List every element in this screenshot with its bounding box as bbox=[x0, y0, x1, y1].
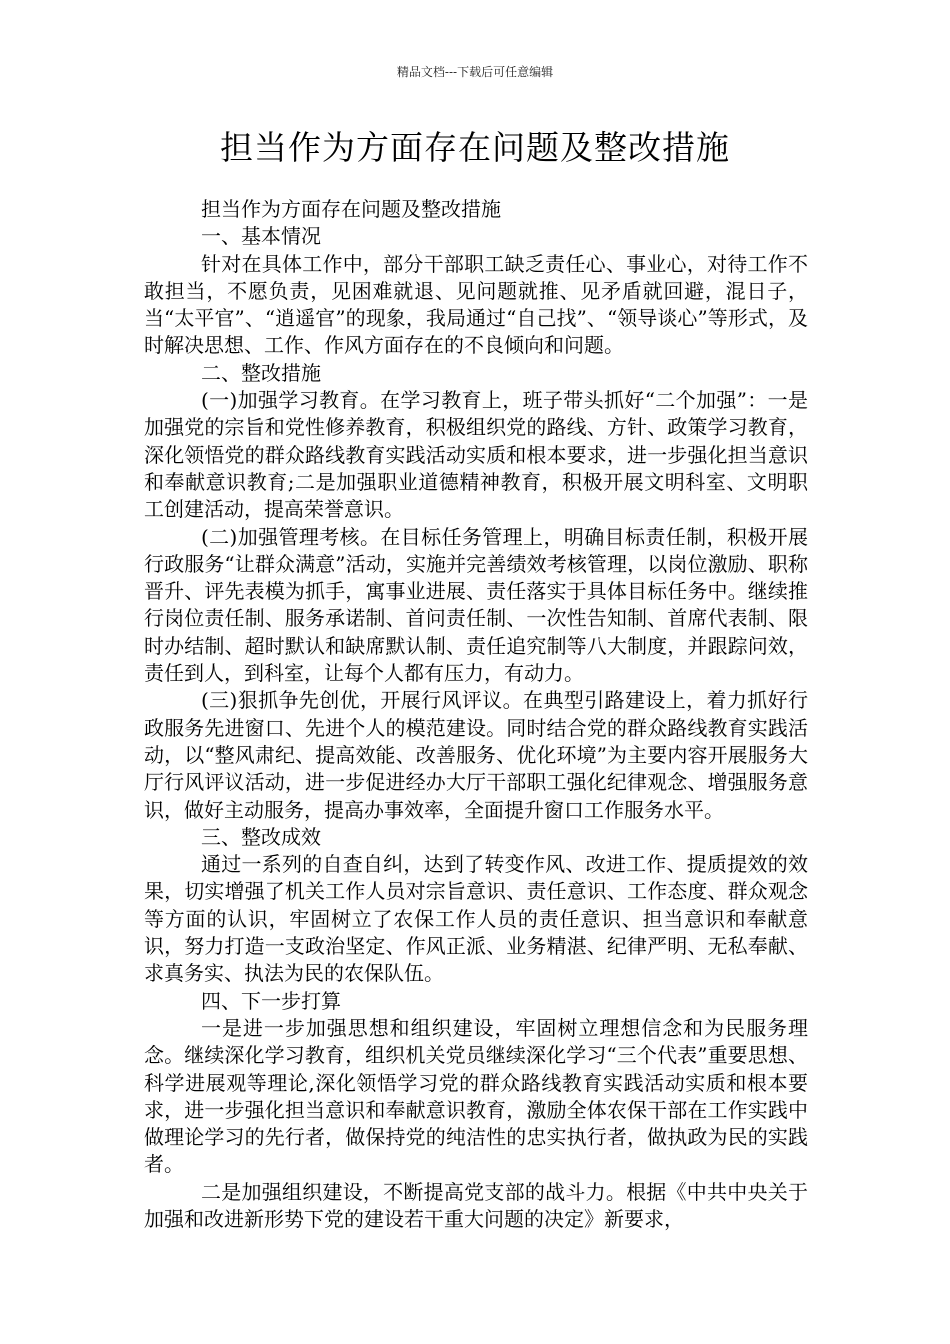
section-heading-next-steps: 四、下一步打算 bbox=[201, 988, 341, 1013]
document-title: 担当作为方面存在问题及整改措施 bbox=[220, 128, 730, 167]
document-body bbox=[144, 196, 808, 1233]
paragraph-results: 通过一系列的自查自纠，达到了转变作风、改进工作、提质提效的效果，切实增强了机关工作人员对宗旨意识、责任意识、工作态度、群众观念等方面的认识，牢固树立了农保工作人员的责任意识、担当意识和奉献意识，努力打造一支政治坚定、作风正派、业务精湛、纪律严明、无私奉献、求真务实、执法为民的农保队伍。 bbox=[144, 852, 808, 986]
paragraph-next-step-1: 一是进一步加强思想和组织建设，牢固树立理想信念和为民服务理念。继续深化学习教育，组织机关党员继续深化学习“三个代表”重要思想、科学进展观等理论,深化领悟学习党的群众路线教育实践活动实质和根本要求，进一步强化担当意识和奉献意识教育，激励全体农保干部在工作实践中做理论学习的先行者，做保持党的纯洁性的忠实执行者，做执政为民的实践者。 bbox=[144, 1015, 808, 1177]
paragraph-basic-situation: 针对在具体工作中，部分干部职工缺乏责任心、事业心，对待工作不敢担当，不愿负责，见困难就退、见问题就推、见矛盾就回避，混日子，当“太平官”、“逍遥官”的现象，我局通过“自己找”、“领导谈心”等形式，及时解决思想、工作、作风方面存在的不良倾向和问题。 bbox=[144, 251, 808, 358]
paragraph-measure-3: (三)狠抓争先创优，开展行风评议。在典型引路建设上，着力抓好行政服务先进窗口、先进个人的模范建设。同时结合党的群众路线教育实践活动，以“整风肃纪、提高效能、改善服务、优化环境”为主要内容开展服务大厅行风评议活动，进一步促进经办大厅干部职工强化纪律观念、增强服务意识，做好主动服务，提高办事效率，全面提升窗口工作服务水平。 bbox=[144, 688, 808, 822]
section-heading-results: 三、整改成效 bbox=[201, 824, 321, 849]
paragraph-measure-2: (二)加强管理考核。在目标任务管理上，明确目标责任制，积极开展行政服务“让群众满意”活动，实施并完善绩效考核管理，以岗位激励、职称晋升、评先表模为抓手，寓事业进展、责任落实于具体目标任务中。继续推行岗位责任制、服务承诺制、首问责任制、一次性告知制、首席代表制、限时办结制、超时默认和缺席默认制、责任追究制等八大制度，并跟踪问效，责任到人，到科室，让每个人都有压力，有动力。 bbox=[144, 524, 808, 686]
section-heading-measures: 二、整改措施 bbox=[201, 360, 321, 385]
paragraph-subtitle: 担当作为方面存在问题及整改措施 bbox=[201, 197, 501, 221]
paragraph-measure-1: (一)加强学习教育。在学习教育上，班子带头抓好“二个加强”：一是加强党的宗旨和党性修养教育，积极组织党的路线、方针、政策学习教育，深化领悟党的群众路线教育实践活动实质和根本要求，进一步强化担当意识和奉献意识教育;二是加强职业道德精神教育，积极开展文明科室、文明职工创建活动，提高荣誉意识。 bbox=[144, 388, 808, 522]
page-header-note: 精品文档---下载后可任意编辑 bbox=[396, 65, 554, 79]
section-heading-basic-situation: 一、基本情况 bbox=[201, 224, 321, 249]
paragraph-next-step-2: 二是加强组织建设，不断提高党支部的战斗力。根据《中共中央关于加强和改进新形势下党的建设若干重大问题的决定》新要求， bbox=[144, 1179, 808, 1231]
